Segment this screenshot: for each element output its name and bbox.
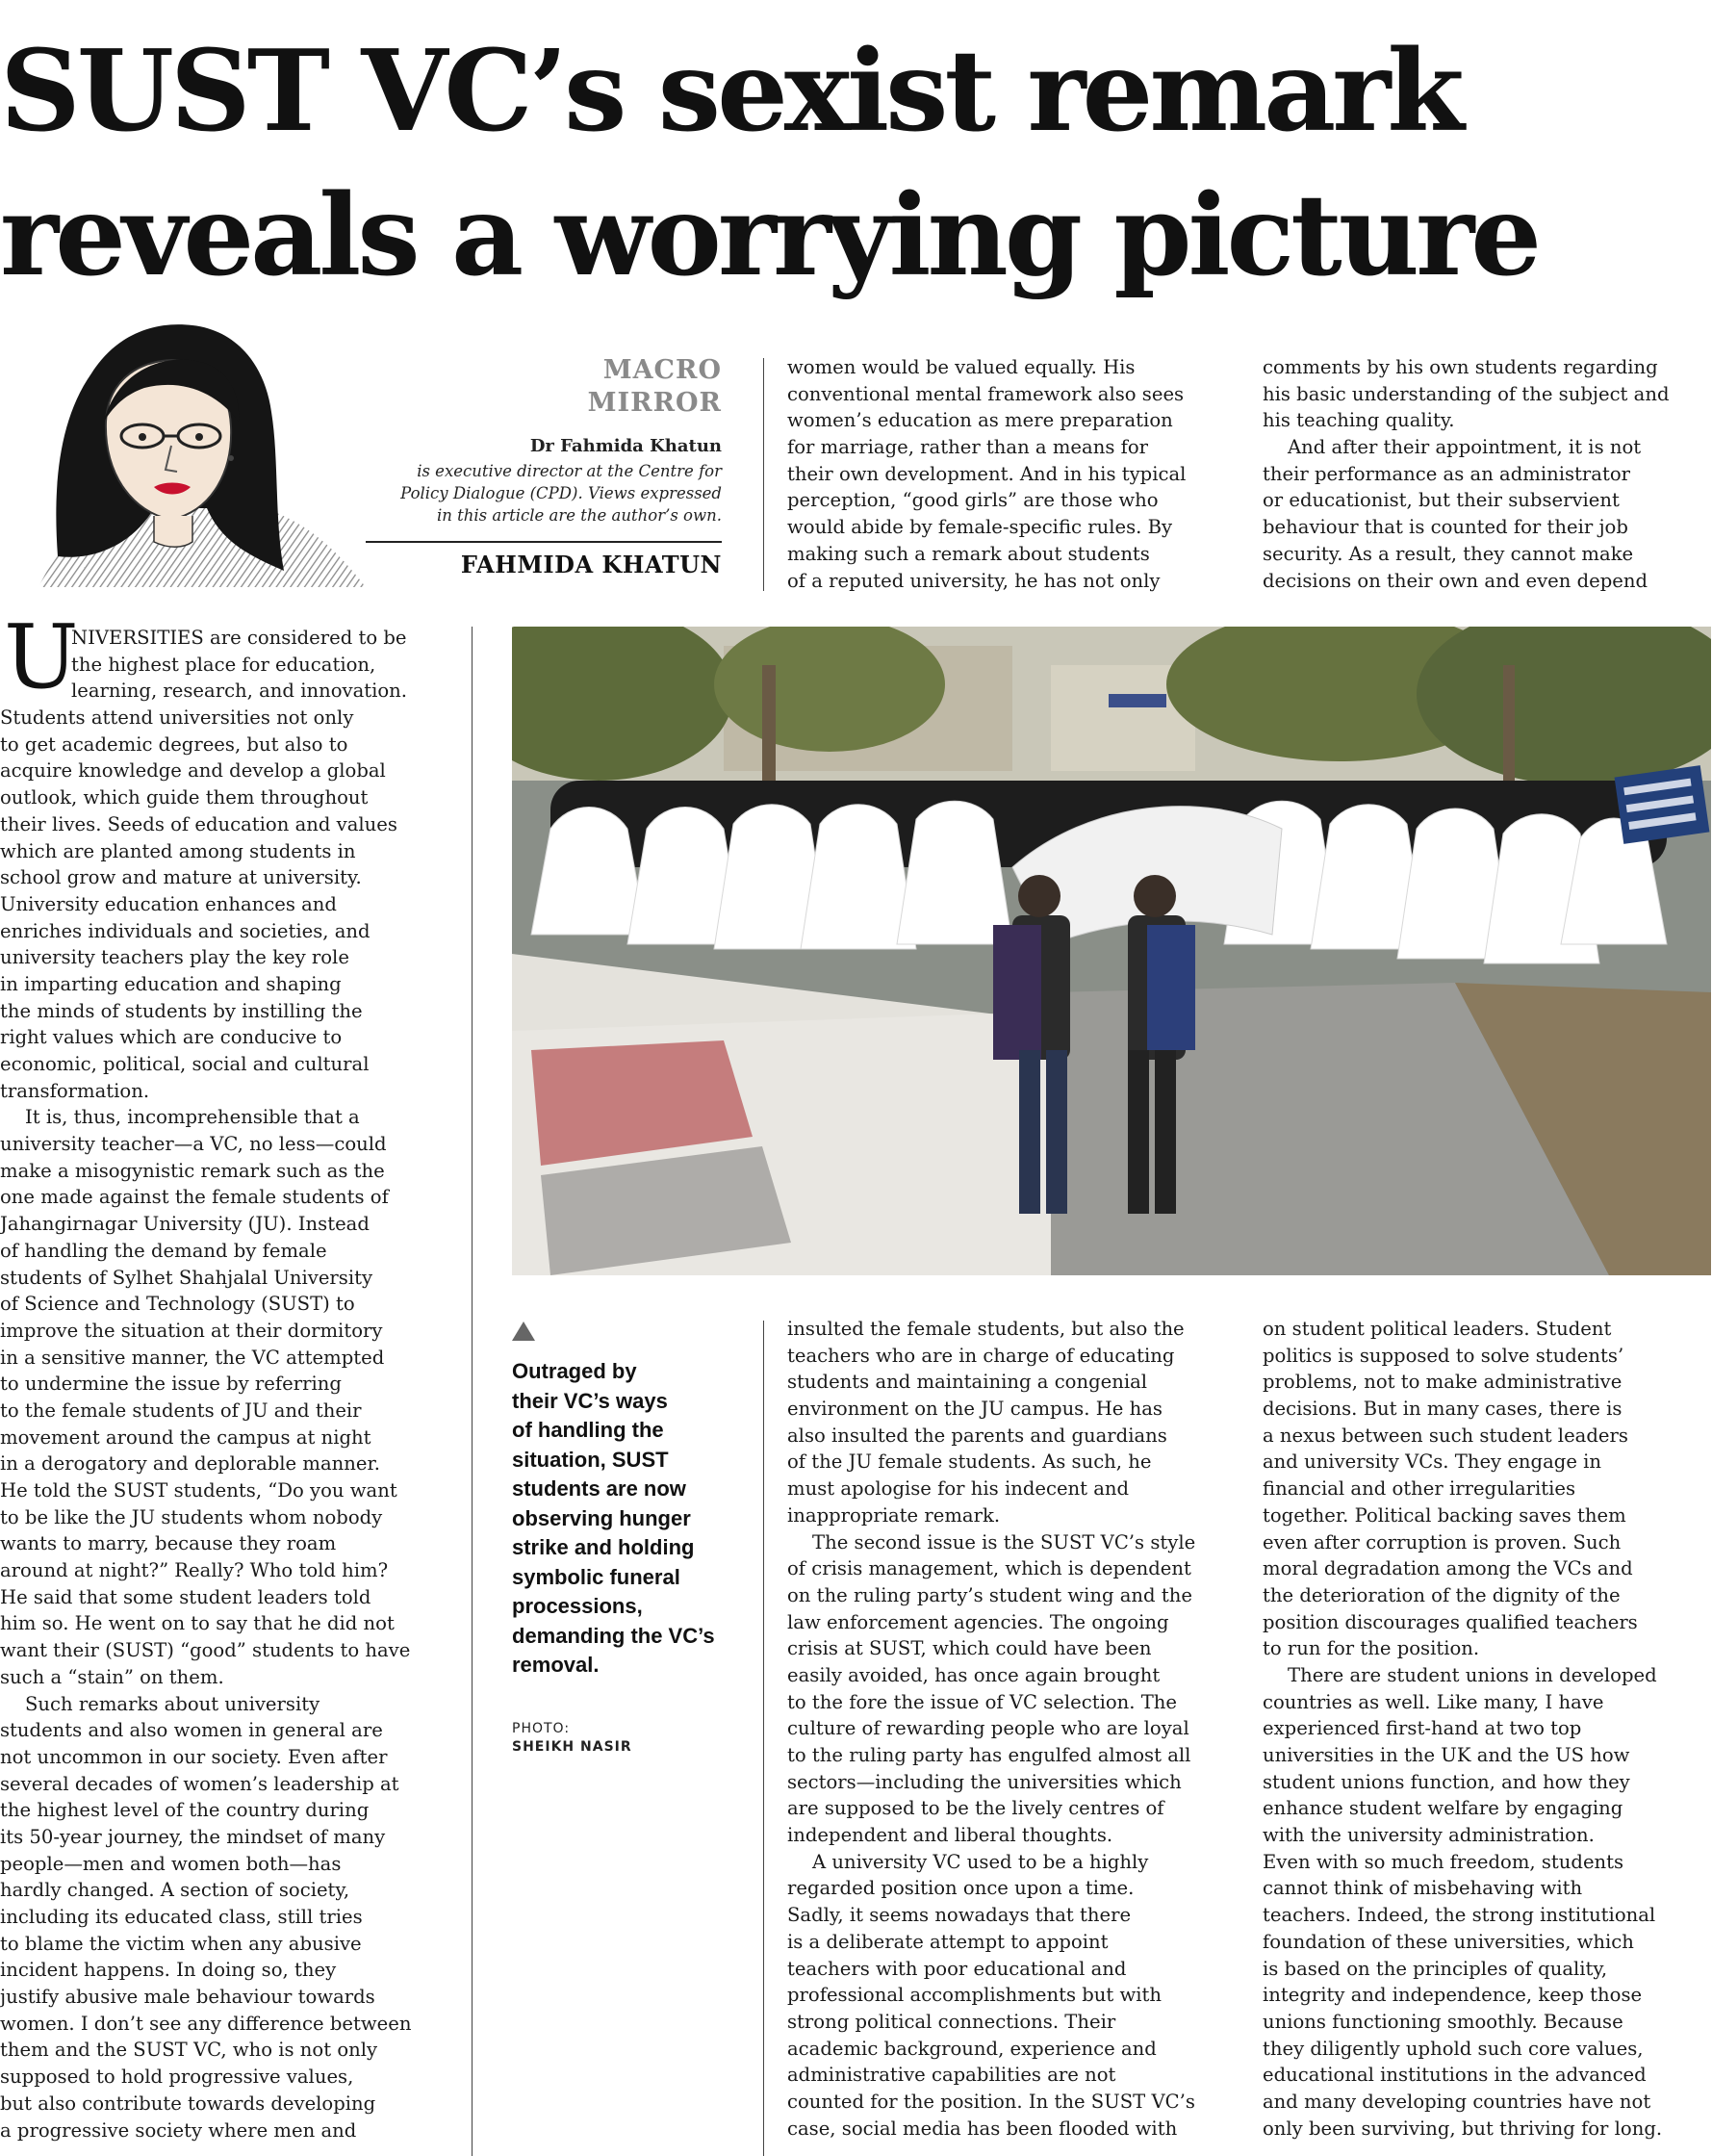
body-column-3-top (1263, 354, 1711, 594)
body-text-line: movement around the campus at night (0, 1425, 371, 1449)
body-text-line: right values which are conducive to (0, 1026, 343, 1049)
body-text-line: also insulted the parents and guardians (787, 1424, 1167, 1447)
caption-line: students are now (512, 1476, 686, 1501)
body-text-line: women’s education as mere preparation (787, 409, 1173, 432)
headline (0, 19, 1712, 308)
body-text-line: experienced first-hand at two top (1263, 1717, 1582, 1740)
caption-line: situation, SUST (512, 1447, 669, 1472)
body-text-line: of a reputed university, he has not only (787, 569, 1161, 592)
body-text-line: they diligently uphold such core values, (1263, 2037, 1644, 2060)
caption-line: observing hunger (512, 1505, 691, 1530)
body-text-line: NIVERSITIES are considered to be (71, 627, 407, 649)
body-text-line: Students attend universities not only (0, 706, 354, 730)
body-text-line: his basic understanding of the subject and (1263, 382, 1670, 405)
body-text-line: him so. He went on to say that he did not (0, 1612, 395, 1635)
body-text-line: strong political connections. Their (787, 2010, 1116, 2033)
body-text-line: several decades of women’s leadership at (0, 1772, 399, 1795)
byline-rule (366, 541, 722, 543)
body-text-line: a progressive society where men and (0, 2118, 357, 2142)
body-text-line: financial and other irregularities (1263, 1477, 1576, 1501)
body-text-line: easily avoided, has once again brought (787, 1663, 1161, 1686)
body-text-line: not uncommon in our society. Even after (0, 1745, 388, 1768)
body-text-line: cannot think of misbehaving with (1263, 1877, 1583, 1900)
body-text-line: position discourages qualified teachers (1263, 1610, 1638, 1633)
body-text-line: is based on the principles of quality, (1263, 1957, 1608, 1980)
body-text-line: on the ruling party’s student wing and the (787, 1583, 1192, 1606)
body-text-line: would abide by female-specific rules. By (787, 516, 1173, 539)
body-text-line: integrity and independence, keep those (1263, 1984, 1643, 2007)
body-text-line: inappropriate remark. (787, 1503, 1001, 1527)
body-text-line: comments by his own students regarding (1263, 356, 1658, 378)
body-text-line: around at night?” Really? Who told him? (0, 1559, 389, 1582)
body-text-line: teachers with poor educational and (787, 1957, 1127, 1980)
body-text-line: but also contribute towards developing (0, 2092, 376, 2115)
kicker-line-1: MACRO (602, 355, 722, 385)
body-text-line: school grow and mature at university. (0, 866, 362, 889)
caption-line: of handling the (512, 1418, 664, 1442)
caption-line: processions, (512, 1594, 643, 1618)
body-text-line: regarded position once upon a time. (787, 1877, 1135, 1900)
body-text-line: And after their appointment, it is not (1288, 436, 1642, 459)
body-text-line: Sadly, it seems nowadays that there (787, 1904, 1132, 1927)
body-text-line: such a “stain” on them. (0, 1665, 224, 1688)
body-text-line: make a misogynistic remark such as the (0, 1159, 385, 1182)
body-text-line: students and maintaining a congenial (787, 1371, 1148, 1394)
body-text-line: supposed to hold progressive values, (0, 2066, 354, 2089)
caption-line: removal. (512, 1653, 600, 1677)
body-text-line: improve the situation at their dormitory (0, 1319, 383, 1342)
body-text-line: of crisis management, which is dependent (787, 1557, 1191, 1580)
photo-credit-label: PHOTO: (512, 1721, 571, 1736)
body-text-line: He told the SUST students, “Do you want (0, 1479, 397, 1502)
body-text-line: making such a remark about students (787, 542, 1150, 565)
body-text-line: countries as well. Like many, I have (1263, 1690, 1604, 1713)
body-text-line: student unions function, and how they (1263, 1770, 1630, 1793)
body-text-line: and university VCs. They engage in (1263, 1450, 1602, 1474)
body-text-line: educational institutions in the advanced (1263, 2064, 1647, 2087)
body-text-line: one made against the female students of (0, 1186, 389, 1209)
body-text-line: women. I don’t see any difference between (0, 2012, 412, 2035)
body-text-line: their lives. Seeds of education and values (0, 812, 397, 835)
author-description (366, 460, 722, 526)
column-divider (763, 1321, 764, 2156)
body-text-line: Even with so much freedom, students (1263, 1850, 1624, 1873)
drop-cap: U (4, 605, 79, 708)
body-text-line: teachers. Indeed, the strong institutional (1263, 1904, 1656, 1927)
photo-caption (512, 1357, 724, 1681)
body-text-line: enhance student welfare by engaging (1263, 1797, 1623, 1820)
body-text-line: academic background, experience and (787, 2037, 1157, 2060)
body-text-line: learning, research, and innovation. (71, 680, 408, 703)
body-text-line: behaviour that is counted for their job (1263, 516, 1628, 539)
body-text-line: university teacher—a VC, no less—could (0, 1133, 387, 1156)
body-text-line: and many developing countries have not (1263, 2090, 1651, 2113)
kicker-line-2: MIRROR (587, 388, 722, 418)
body-text-line: to blame the victim when any abusive (0, 1932, 362, 1955)
caption-marker-icon (512, 1322, 535, 1341)
body-text-line: incident happens. In doing so, they (0, 1959, 337, 1982)
body-text-line: administrative capabilities are not (787, 2064, 1116, 2087)
body-text-line: students of Sylhet Shahjalal University (0, 1266, 373, 1289)
body-text-line: them and the SUST VC, who is not only (0, 2039, 378, 2062)
body-text-line: to the female students of JU and their (0, 1399, 362, 1422)
body-text-line: its 50-year journey, the mindset of many (0, 1825, 386, 1848)
body-text-line: The second issue is the SUST VC’s style (812, 1530, 1196, 1553)
body-text-line: to be like the JU students whom nobody (0, 1505, 383, 1528)
body-text-line: universities in the UK and the US how (1263, 1744, 1630, 1766)
body-text-line: He said that some student leaders told (0, 1585, 371, 1608)
photo-credit-name: SHEIKH NASIR (512, 1739, 632, 1755)
body-text-line: together. Political backing saves them (1263, 1503, 1626, 1527)
author-name: Dr Fahmida Khatun (529, 436, 722, 456)
body-text-line: economic, political, social and cultural (0, 1053, 370, 1075)
body-text-line: or educationist, but their subservient (1263, 489, 1620, 512)
body-text-line: University education enhances and (0, 892, 337, 915)
body-text-line: unions functioning smoothly. Because (1263, 2010, 1623, 2033)
body-text-line: hardly changed. A section of society, (0, 1879, 350, 1902)
body-text-line: the highest place for education, (71, 653, 376, 676)
body-text-line: are supposed to be the lively centres of (787, 1797, 1164, 1820)
body-text-line: even after corruption is proven. Such (1263, 1530, 1622, 1553)
body-text-line: Such remarks about university (25, 1692, 320, 1715)
caption-line: strike and holding (512, 1535, 695, 1559)
body-text-line: the highest level of the country during (0, 1799, 370, 1822)
column-divider (472, 627, 473, 2156)
body-column-1 (0, 625, 464, 2143)
body-text-line: of the JU female students. As such, he (787, 1450, 1152, 1474)
body-text-line: It is, thus, incomprehensible that a (25, 1106, 360, 1129)
column-kicker (539, 354, 722, 420)
protest-photo (512, 627, 1711, 1275)
column-divider (763, 358, 764, 591)
body-text-line: security. As a result, they cannot make (1263, 542, 1634, 565)
body-column-2-top (787, 354, 1225, 594)
body-text-line: in a sensitive manner, the VC attempted (0, 1346, 385, 1369)
body-text-line: to the ruling party has engulfed almost all (787, 1744, 1191, 1766)
body-text-line: their performance as an administrator (1263, 462, 1631, 485)
body-text-line: conventional mental framework also sees (787, 382, 1185, 405)
body-text-line: women would be valued equally. His (787, 356, 1136, 378)
body-text-line: transformation. (0, 1079, 150, 1102)
body-text-line: justify abusive male behaviour towards (0, 1986, 375, 2009)
body-text-line: wants to marry, because they roam (0, 1532, 337, 1555)
body-text-line: to undermine the issue by referring (0, 1373, 342, 1396)
body-text-line: of handling the demand by female (0, 1239, 327, 1262)
body-text-line: want their (SUST) “good” students to have (0, 1639, 411, 1662)
author-portrait (0, 306, 395, 587)
body-text-line: students and also women in general are (0, 1719, 383, 1742)
body-text-line: Jahangirnagar University (JU). Instead (0, 1213, 370, 1236)
body-text-line: only been surviving, but thriving for long. (1263, 2117, 1663, 2140)
body-text-line: in a derogatory and deplorable manner. (0, 1452, 380, 1476)
body-text-line: with the university administration. (1263, 1824, 1595, 1847)
body-text-line: acquire knowledge and develop a global (0, 759, 386, 783)
body-text-line: is a deliberate attempt to appoint (787, 1930, 1109, 1953)
body-text-line: crisis at SUST, which could have been (787, 1637, 1152, 1660)
body-text-line: decisions on their own and even depend (1263, 569, 1648, 592)
body-text-line: people—men and women both—has (0, 1852, 342, 1875)
caption-line: their VC’s ways (512, 1388, 668, 1413)
body-text-line: environment on the JU campus. He has (787, 1398, 1163, 1421)
body-text-line: moral degradation among the VCs and (1263, 1557, 1633, 1580)
body-text-line: case, social media has been flooded with (787, 2117, 1178, 2140)
body-text-line: on student political leaders. Student (1263, 1318, 1612, 1340)
body-text-line: of Science and Technology (SUST) to (0, 1293, 355, 1316)
body-column-2-bottom (787, 1316, 1225, 2142)
body-text-line: the deterioration of the dignity of the (1263, 1583, 1621, 1606)
body-text-line: perception, “good girls” are those who (787, 489, 1159, 512)
body-text-line: his teaching quality. (1263, 409, 1455, 432)
body-text-line: outlook, which guide them throughout (0, 786, 369, 809)
body-text-line: professional accomplishments but with (787, 1984, 1163, 2007)
body-text-line: politics is supposed to solve students’ (1263, 1344, 1624, 1367)
body-text-line: independent and liberal thoughts. (787, 1824, 1113, 1847)
body-text-line: to get academic degrees, but also to (0, 732, 348, 756)
body-text-line: problems, not to make administrative (1263, 1371, 1623, 1394)
body-text-line: sectors—including the universities which (787, 1770, 1182, 1793)
body-text-line: their own development. And in his typical (787, 462, 1187, 485)
body-text-line: in imparting education and shaping (0, 972, 342, 995)
caption-line: symbolic funeral (512, 1564, 680, 1589)
body-text-line: There are student unions in developed (1288, 1663, 1657, 1686)
body-text-line: counted for the position. In the SUST VC’s (787, 2090, 1195, 2113)
body-text-line: university teachers play the key role (0, 946, 349, 969)
headline-line-2: reveals a worrying picture (0, 170, 1538, 301)
body-text-line: A university VC used to be a highly (812, 1850, 1149, 1873)
body-text-line: teachers who are in charge of educating (787, 1344, 1175, 1367)
body-text-line: the minds of students by instilling the (0, 999, 363, 1022)
body-text-line: to the fore the issue of VC selection. The (787, 1690, 1178, 1713)
body-column-3-bottom (1263, 1316, 1711, 2142)
body-text-line: foundation of these universities, which (1263, 1930, 1634, 1953)
author-description-line: in this article are the author’s own. (437, 506, 722, 525)
headline-line-1: SUST VC’s sexist remark (0, 26, 1461, 157)
body-text-line: to run for the position. (1263, 1637, 1480, 1660)
body-text-line: decisions. But in many cases, there is (1263, 1398, 1623, 1421)
byline: FAHMIDA KHATUN (460, 551, 722, 578)
body-text-line: enriches individuals and societies, and (0, 919, 371, 942)
author-description-line: Policy Dialogue (CPD). Views expressed (400, 484, 722, 502)
body-text-line: including its educated class, still tries (0, 1906, 363, 1928)
body-text-line: a nexus between such student leaders (1263, 1424, 1628, 1447)
body-text-line: culture of rewarding people who are loyal (787, 1717, 1189, 1740)
body-text-line: insulted the female students, but also the (787, 1318, 1185, 1340)
caption-line: demanding the VC’s (512, 1623, 715, 1648)
body-text-line: which are planted among students in (0, 839, 356, 862)
body-text-line: for marriage, rather than a means for (787, 436, 1149, 459)
caption-line: Outraged by (512, 1359, 637, 1383)
body-text-line: law enforcement agencies. The ongoing (787, 1610, 1169, 1633)
author-description-line: is executive director at the Centre for (417, 462, 722, 480)
body-text-line: must apologise for his indecent and (787, 1477, 1130, 1501)
